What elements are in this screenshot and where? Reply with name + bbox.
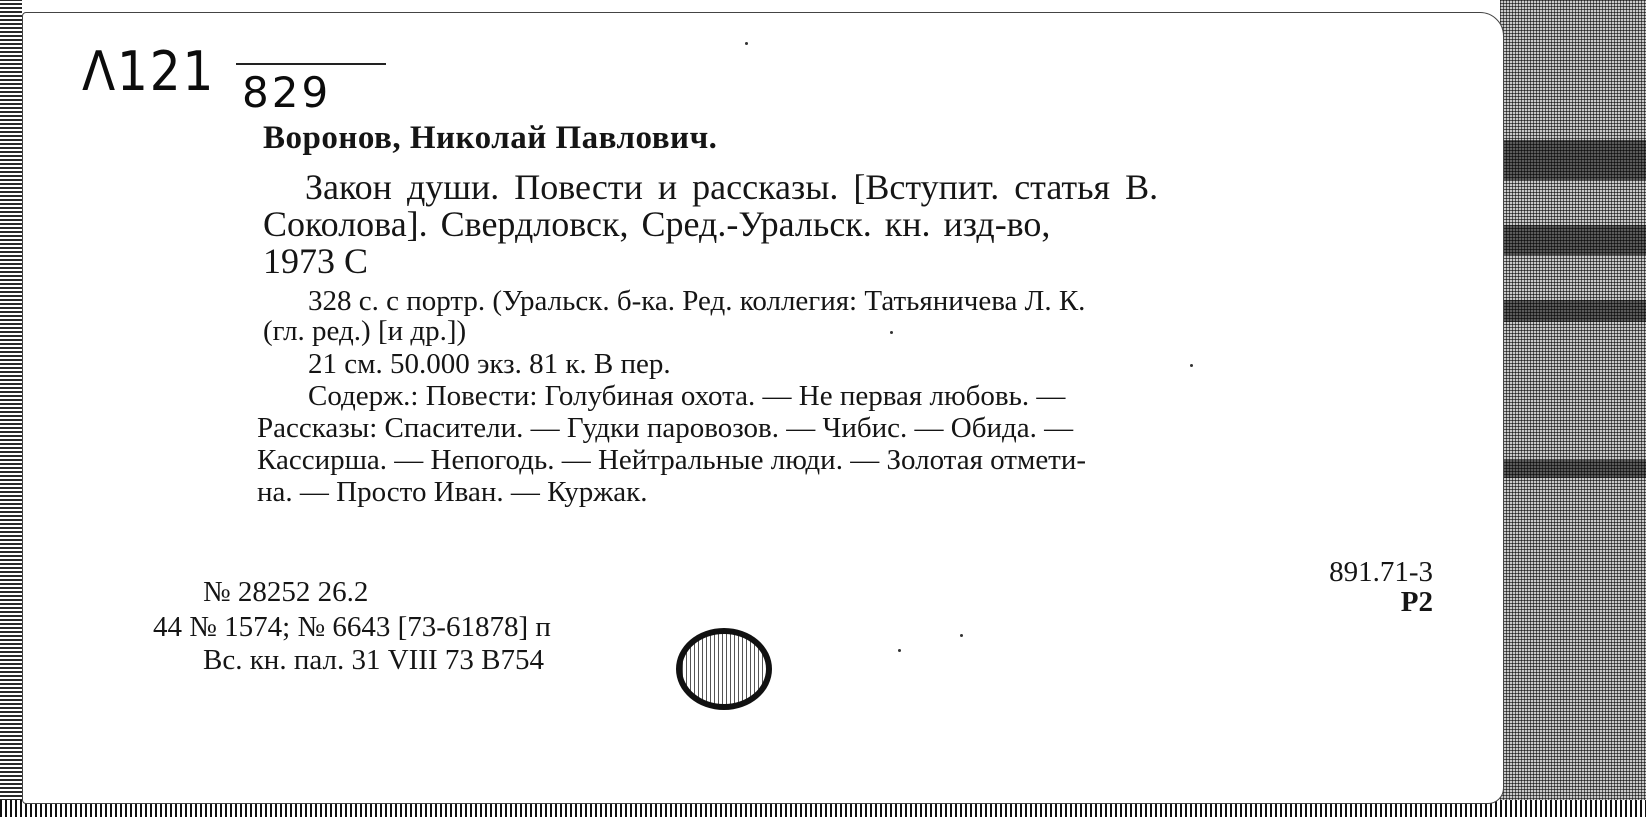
title-line: Закон души. Повести и рассказы. [Вступит. статья В. (305, 167, 1159, 207)
author-heading: Воронов, Николай Павлович. (263, 120, 718, 156)
scan-edge-left (0, 0, 22, 817)
description-line: Кассирша. — Непогодь. — Нейтральные люди. — Золотая отмети- (257, 444, 1087, 476)
title-line: 1973 C (263, 241, 369, 281)
record-number-line: 44 № 1574; № 6643 [73-61878] п (153, 611, 551, 643)
scan-speck (890, 331, 893, 334)
handwritten-shelf-code: Λ121 (82, 40, 216, 103)
title-line: Соколова]. Свердловск, Сред.-Уральск. кн. изд-во, (263, 204, 1051, 244)
description-line: на. — Просто Иван. — Куржак. (257, 476, 648, 508)
scan-speck (960, 634, 963, 637)
description-line: (гл. ред.) [и др.]) (263, 315, 467, 347)
handwritten-divider-line (236, 63, 386, 65)
scan-edge-right (1500, 0, 1646, 817)
description-line: Рассказы: Спасители. — Гудки паровозов. — Чибис. — Обида. — (257, 412, 1074, 444)
record-number-line: Вс. кн. пал. 31 VIII 73 B754 (203, 644, 544, 676)
description-line: 328 с. с портр. (Уральск. б-ка. Ред. коллегия: Татьяничева Л. К. (308, 285, 1086, 317)
punch-hole-stamp (676, 628, 772, 710)
description-line: Содерж.: Повести: Голубиная охота. — Не первая любовь. — (308, 380, 1066, 412)
classification-code: 891.71-3 (1329, 556, 1433, 588)
classification-subcode: Р2 (1400, 586, 1433, 618)
handwritten-number: 829 (242, 68, 332, 117)
scan-speck (745, 42, 748, 45)
description-line: 21 см. 50.000 экз. 81 к. В пер. (308, 348, 671, 380)
scan-speck (898, 649, 901, 652)
scan-speck (1190, 364, 1193, 367)
record-number-line: № 28252 26.2 (203, 576, 369, 608)
